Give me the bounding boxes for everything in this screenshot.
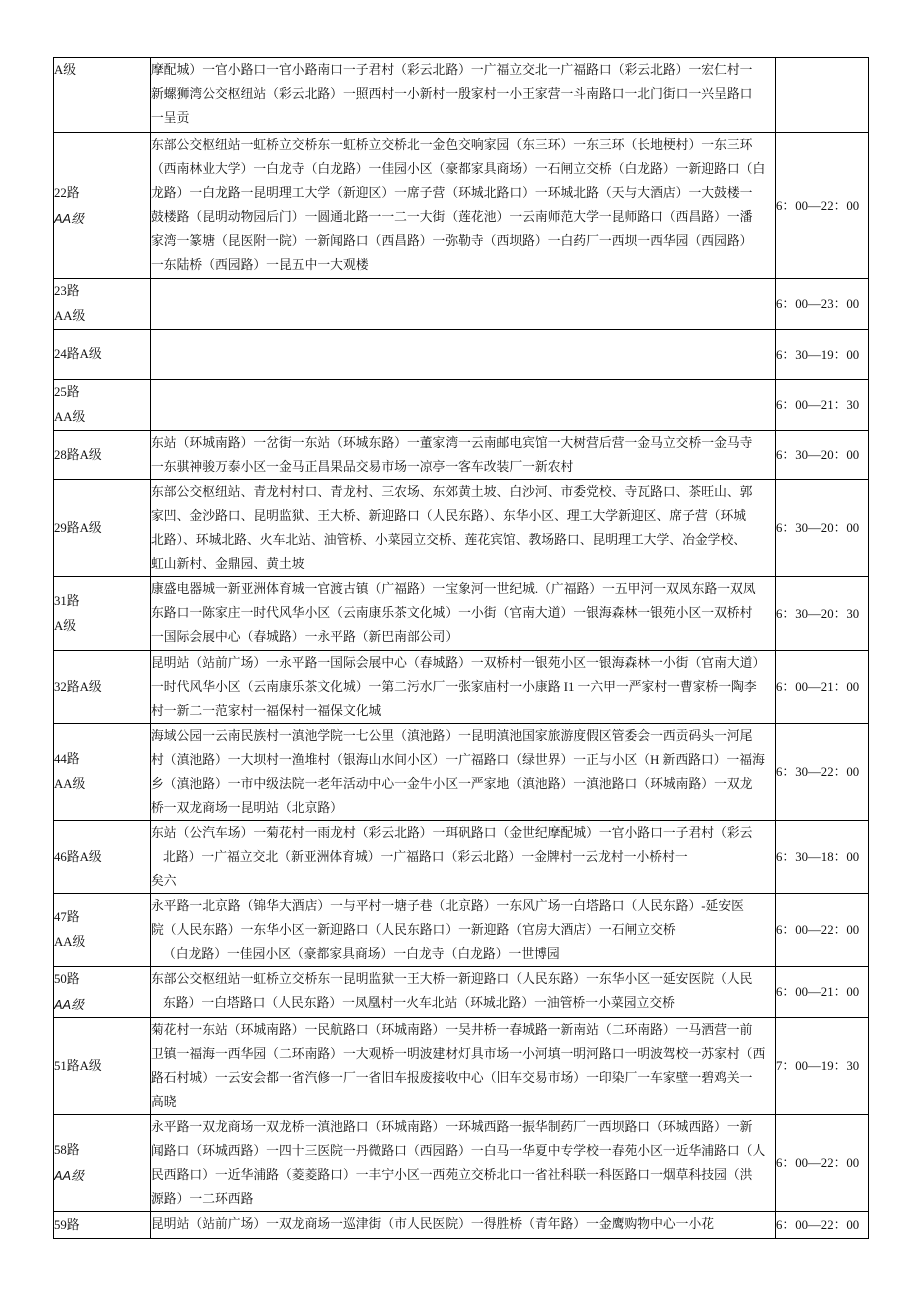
route-stops-cell [151,894,776,967]
route-label: 58路 [54,1143,80,1157]
route-stops-cell [151,724,776,821]
route-stops-cell [151,1018,776,1115]
service-hours-cell [776,577,869,651]
route-stops-cell [151,1212,776,1239]
service-hours: 7：00—19：30 [776,1059,860,1073]
route-stops-line: （白龙路）一佳园小区（豪都家具商场）一白龙寺（白龙路）一世博园 [163,947,560,961]
route-label: 32路A级 [54,679,102,694]
route-label: 25路 [54,385,80,399]
route-stops-line: 摩配城）一官小路口一官小路南口一子君村（彩云北路）一广福立交北一广福路口（彩云北路）一宏仁村一 [151,63,753,77]
route-label: 51路A级 [54,1058,102,1073]
route-label: AA级 [54,1168,84,1183]
route-stops-line: 东站（公汽车场）一菊花村一雨龙村（彩云北路）一珥矾路口（金世纪摩配城）一官小路口一子君村（彩云 [151,826,753,840]
route-row [54,651,869,724]
route-stops-line: 北路）一广福立交北（新亚洲体育城）一广福路口（彩云北路）一金牌村一云龙村一小桥村一 [163,850,688,864]
route-stops-cell [151,821,776,894]
route-stops-line: 卫镇一福海一西华园（二环南路）一大观桥一明波建材灯具市场一小河填一明河路口一明波驾校一苏家村（西 [151,1047,766,1061]
route-label: 59路 [54,1217,80,1232]
route-label: AA级 [54,935,86,949]
route-row [54,431,869,480]
route-stops-line: 家凹、金沙路口、昆明监狱、王大桥、新迎路口（人民东路）、东华小区、理工大学新迎区、席子营（环城 [151,509,747,523]
route-row [54,58,869,133]
route-stops-line: 一国际会展中心（春城路）一永平路（新巴南部公司） [151,630,459,644]
service-hours-cell [776,480,869,577]
route-stops-cell [151,967,776,1018]
route-label-cell [54,431,151,480]
service-hours: 6：00—22：00 [776,923,860,937]
route-stops-line: 闻路口（环城西路）一四十三医院一丹微路口（西园路）一白马一华夏中专学校一春苑小区一近华浦路口（人 [151,1144,766,1158]
service-hours-cell [776,1115,869,1212]
service-hours-cell [776,330,869,380]
route-stops-cell [151,279,776,330]
service-hours: 6：00—22：00 [776,198,860,213]
route-stops-line: 源路）一二环西路 [151,1192,254,1206]
route-stops-line: 民西路口）一近华浦路（菱菱路口）一丰宁小区一西苑立交桥北口一省社科联一科医路口一烟草科技园（洪 [151,1168,753,1182]
route-stops-line: 北路）、环城北路、火车北站、油管桥、小菜园立交桥、莲花宾馆、教场路口、昆明理工大学、冶金学校、 [151,533,747,547]
route-row [54,480,869,577]
service-hours-cell [776,894,869,967]
route-stops-cell [151,133,776,279]
route-stops-cell [151,58,776,133]
route-label: AA级 [54,410,86,424]
route-label-cell [54,894,151,967]
route-stops-line: 桥一双龙商场一昆明站（北京路） [151,801,343,815]
route-label-cell [54,380,151,431]
route-label-cell [54,1212,151,1239]
route-stops-line: 永平路一北京路（锦华大酒店）一与平村一塘子巷（北京路）一东风广场一白塔路口（人民东路）-延安医 [151,899,744,913]
route-stops-line: 一呈贡 [151,111,190,125]
service-hours: 6：00—22：00 [776,1218,860,1232]
route-stops-line: 康盛电器城一新亚洲体育城一官渡古镇（广福路）一宝象河一世纪城.（广福路）一五甲河一双凤东路一双凤 [151,582,756,596]
route-stops-cell [151,380,776,431]
route-row [54,967,869,1018]
route-label: 23路 [54,284,80,298]
service-hours-cell [776,380,869,431]
service-hours: 6：00—21：00 [776,680,860,694]
route-label: A级 [54,63,77,77]
route-label-cell [54,279,151,330]
route-stops-cell [151,1115,776,1212]
route-stops-line: 昆明站（站前广场）一永平路一国际会展中心（春城路）一双桥村一银苑小区一银海森林一小街（官南大道） [151,656,766,670]
route-stops-line: 龙路）一白龙路一昆明理工大学（新迎区）一席子营（环城北路口）一环城北路（天与大酒店）一大鼓楼一 [151,186,753,200]
route-label: AA级 [54,997,84,1012]
route-stops-line: （西南林业大学）一白龙寺（白龙路）一佳园小区（豪都家具商场）一石闸立交桥（白龙路）一新迎路口（白 [151,162,766,176]
route-label-cell [54,1115,151,1212]
route-label: A级 [54,618,77,633]
route-label: 46路A级 [54,849,102,864]
route-label-cell [54,651,151,724]
route-row [54,1115,869,1212]
route-row [54,279,869,330]
route-stops-line: 东部公交枢纽站、青龙村村口、青龙村、三农场、东郊黄土坡、白沙河、市委党校、寺瓦路口、茶旺山、郭 [151,485,753,499]
route-stops-line: 乡（滇池路）一市中级法院一老年活动中心一金牛小区一严家地（滇池路）一滇池路口（环城南路）一双龙 [151,777,753,791]
route-label-cell [54,133,151,279]
route-stops-line: 东部公交枢纽站一虹桥立交桥东一虹桥立交桥北一金色交响家园（东三环）一东三环（长地梗村）一东三环 [151,138,753,152]
route-row [54,330,869,380]
route-stops-cell [151,431,776,480]
route-row [54,821,869,894]
route-label: 50路 [54,972,80,986]
route-label: 47路 [54,910,80,924]
route-stops-line: 东路）一白塔路口（人民东路）一凤凰村一火车北站（环城北路）一油管桥一小菜园立交桥 [163,996,675,1010]
route-label: 28路A级 [54,447,102,462]
route-stops-line: 虹山新村、金鼎园、黄土坡 [151,557,305,571]
route-stops-line: 东部公交枢纽站一虹桥立交桥东一昆明监狱一王大桥一新迎路口（人民东路）一东华小区一延安医院（人民 [151,972,753,986]
route-stops-line: 海域公园一云南民族村一滇池学院一七公里（滇池路）一昆明滇池国家旅游度假区管委会一西贡码头一河尾 [151,729,753,743]
route-stops-line: 新螺狮湾公交枢纽站（彩云北路）一照西村一小新村一殷家村一小王家营一斗南路口一北门街口一兴呈路口 [151,87,753,101]
route-row [54,1212,869,1239]
route-label-cell [54,967,151,1018]
route-stops-line: 东路口一陈家庄一时代风华小区（云南康乐茶文化城）一小街（官南大道）一银海森林一银苑小区一双桥村 [151,606,753,620]
route-label-cell [54,577,151,651]
route-stops-line: 高晓 [151,1095,177,1109]
route-label-cell [54,58,151,133]
route-stops-line: 鼓楼路（昆明动物园后门）一圆通北路一一二一大街（莲花池）一云南师范大学一昆师路口（西昌路）一潘 [151,210,753,224]
route-label: 44路 [54,752,80,766]
route-stops-line: 东站（环城南路）一岔街一东站（环城东路）一董家湾一云南邮电宾馆一大树营后营一金马立交桥一金马寺 [151,436,753,450]
route-label: 22路 [54,185,80,200]
route-label-cell [54,821,151,894]
route-stops-line: 院（人民东路）一东华小区一新迎路口（人民东路口）一新迎路（官房大酒店）一石闸立交桥 [151,923,676,937]
route-label: 29路A级 [54,520,102,535]
route-stops-line: 一时代风华小区（云南康乐茶文化城）一第二污水厂一张家庙村一小康路 I1 一六甲一严家村一曹家桥一陶李 [151,680,757,694]
route-stops-line: 昆明站（站前广场）一双龙商场一巡津街（市人民医院）一得胜桥（青年路）一金鹰购物中心一小花 [151,1217,715,1231]
route-stops-line: 矣六 [151,874,177,888]
route-label: AA级 [54,777,86,791]
route-label: AA级 [54,210,84,226]
service-hours-cell [776,431,869,480]
route-row [54,577,869,651]
route-stops-cell [151,480,776,577]
route-label-cell [54,1018,151,1115]
route-stops-line: 永平路一双龙商场一双龙桥一滇池路口（环城南路）一环城西路一振华制药厂一西坝路口（环城西路）一新 [151,1120,753,1134]
route-row [54,133,869,279]
route-stops-line: 家湾一篆塘（昆医附一院）一新闻路口（西昌路）一弥勒寺（西坝路）一白药厂一西坝一西华园（西园路） [151,234,753,248]
service-hours-cell [776,1212,869,1239]
service-hours-cell [776,821,869,894]
route-row [54,1018,869,1115]
route-label: AA级 [54,309,86,323]
route-stops-cell [151,330,776,380]
service-hours-cell [776,133,869,279]
bus-route-table [53,57,869,1239]
route-label: 31路 [54,593,80,608]
route-label-cell [54,330,151,380]
route-row [54,380,869,431]
service-hours: 6：30—19：00 [776,347,860,362]
route-row [54,724,869,821]
route-table-body [54,58,869,1239]
service-hours: 6：00—21：00 [776,985,860,999]
route-row [54,894,869,967]
route-stops-cell [151,577,776,651]
service-hours-cell [776,279,869,330]
service-hours: 6：00—22：00 [776,1156,860,1170]
route-label: 24路A级 [54,347,102,361]
service-hours-cell [776,1018,869,1115]
route-stops-cell [151,651,776,724]
service-hours: 6：30—22：00 [776,765,860,779]
route-stops-line: 一东骐神骏万泰小区一金马正昌果品交易市场一凉亭一客车改装厂一新农村 [151,460,574,474]
route-stops-line: 村一新二一范家村一福保村一福保文化城 [151,704,382,718]
service-hours-cell [776,58,869,133]
route-stops-line: 路石村城）一云安会都一省汽修一厂一省旧车报废接收中心（旧车交易市场）一印染厂一车家壁一碧鸡关一 [151,1071,753,1085]
service-hours: 6：00—21：30 [776,398,860,412]
service-hours: 6：30—20：00 [776,521,860,535]
service-hours: 6：30—20：30 [776,606,860,621]
route-stops-line: 一东陆桥（西园路）一昆五中一大观楼 [151,258,369,272]
route-label-cell [54,724,151,821]
route-stops-line: 菊花村一东站（环城南路）一民航路口（环城南路）一吴井桥一春城路一新南站（二环南路）一马洒营一前 [151,1023,753,1037]
route-stops-line: 村（滇池路）一大坝村一渔堆村（银海山水间小区）一广福路口（绿世界）一正与小区（H 新西路口）一福海 [151,753,765,767]
service-hours-cell [776,651,869,724]
service-hours: 6：30—18：00 [776,850,860,864]
service-hours-cell [776,724,869,821]
service-hours-cell [776,967,869,1018]
route-label-cell [54,480,151,577]
service-hours: 6：30—20：00 [776,448,860,462]
service-hours: 6：00—23：00 [776,297,860,311]
